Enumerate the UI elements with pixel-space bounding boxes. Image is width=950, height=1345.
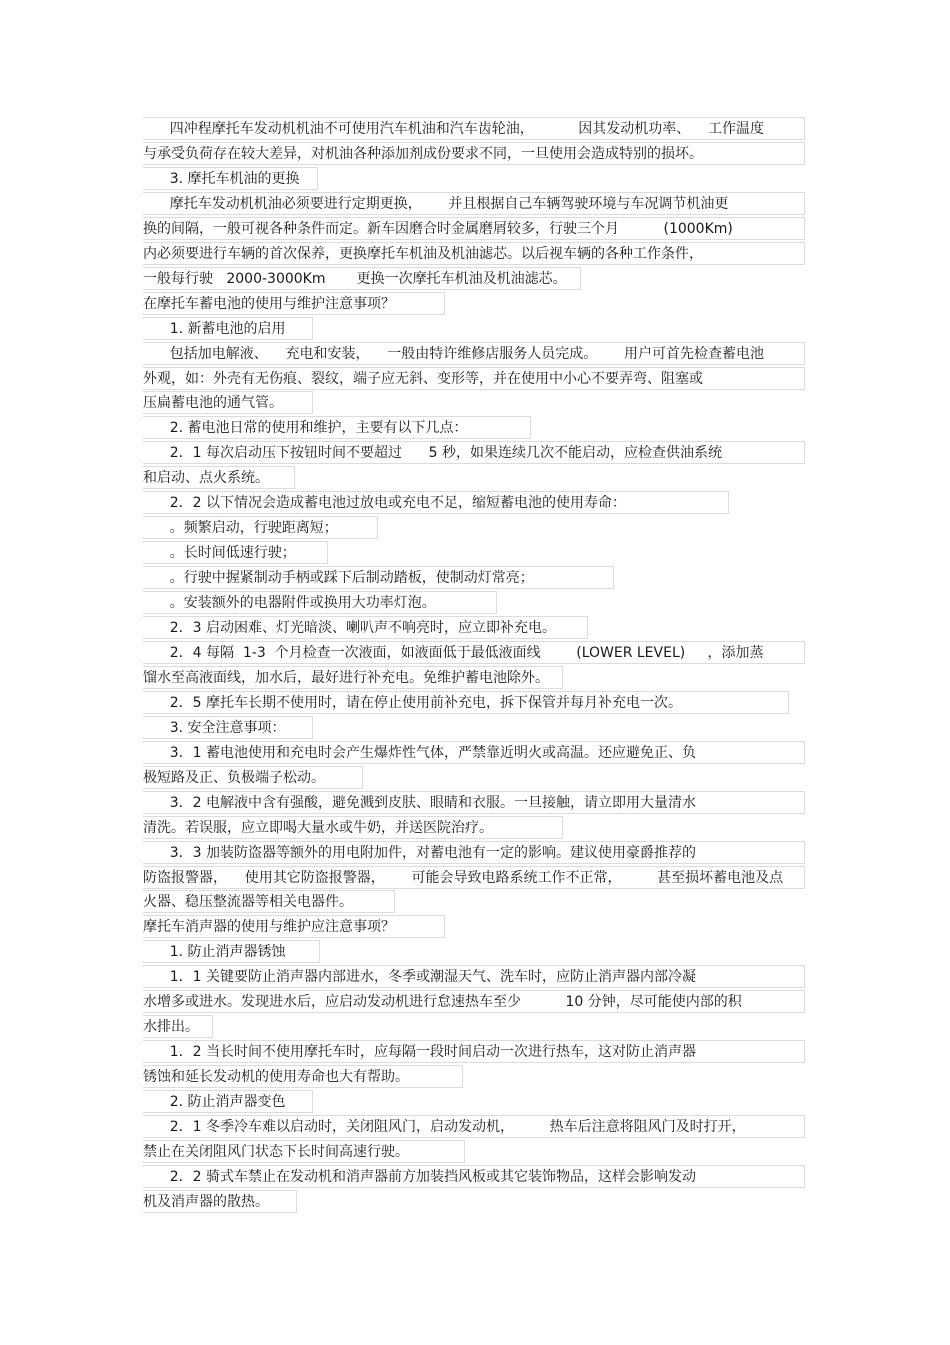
text-line: 一般每行驶 2000-3000Km 更换一次摩托车机油及机油滤芯。	[143, 267, 581, 290]
text-line: 2．4 每隔 1-3 个月检查一次液面，如液面低于最低液面线 (LOWER LEVEL) ，添加蒸	[143, 641, 805, 664]
text-line: 1．1 关键要防止消声器内部进水，冬季或潮湿天气、洗车时，应防止消声器内部冷凝	[143, 965, 805, 988]
text-line: 禁止在关闭阻风门状态下长时间高速行驶。	[143, 1140, 465, 1163]
text-line: 火器、稳压整流器等相关电器件。	[143, 890, 395, 913]
text-line: 馏水至高液面线，加水后，最好进行补充电。免维护蓄电池除外。	[143, 666, 563, 689]
text-line: 3. 安全注意事项：	[143, 716, 313, 739]
text-line: 2．1 冬季冷车难以启动时，关闭阻风门，启动发动机， 热车后注意将阻风门及时打开，	[143, 1115, 805, 1138]
text-line: 包括加电解液、 充电和安装， 一般由特许维修店服务人员完成。 用户可首先检查蓄电池	[143, 342, 805, 365]
text-line: 。长时间低速行驶；	[143, 541, 328, 564]
text-line: 四冲程摩托车发动机机油不可使用汽车机油和汽车齿轮油， 因其发动机功率、 工作温度	[143, 117, 805, 140]
text-line: 外观，如：外壳有无伤痕、裂纹，端子应无斜、变形等，并在使用中小心不要弄弯、阻塞或	[143, 367, 805, 390]
text-line: 3．1 蓄电池使用和充电时会产生爆炸性气体，严禁靠近明火或高温。还应避免正、负	[143, 741, 805, 764]
text-line: 1. 防止消声器锈蚀	[143, 940, 320, 963]
text-line: 与承受负荷存在较大差异，对机油各种添加剂成份要求不同，一旦使用会造成特别的损坏。	[143, 142, 805, 165]
text-line: 和启动、点火系统。	[143, 466, 295, 489]
text-line: 1．2 当长时间不使用摩托车时，应每隔一段时间启动一次进行热车，这对防止消声器	[143, 1040, 805, 1063]
text-line: 压扁蓄电池的通气管。	[143, 391, 313, 414]
text-line: 2．3 启动困难、灯光暗淡、喇叭声不响亮时，应立即补充电。	[143, 616, 588, 639]
text-line: 极短路及正、负极端子松动。	[143, 766, 363, 789]
text-line: 摩托车消声器的使用与维护应注意事项？	[143, 915, 445, 938]
text-line: 2. 防止消声器变色	[143, 1090, 313, 1113]
text-line: 2．2 骑式车禁止在发动机和消声器前方加装挡风板或其它装饰物品，这样会影响发动	[143, 1165, 805, 1188]
text-line: 换的间隔，一般可视各种条件而定。新车因磨合时金属磨屑较多，行驶三个月 (1000Km)	[143, 217, 805, 240]
text-line: 。频繁启动，行驶距离短；	[143, 516, 378, 539]
text-line: 1. 新蓄电池的启用	[143, 317, 313, 340]
text-line: 2．2 以下情况会造成蓄电池过放电或充电不足，缩短蓄电池的使用寿命：	[143, 491, 729, 514]
text-line: 。行驶中握紧制动手柄或踩下后制动踏板，使制动灯常亮；	[143, 566, 614, 589]
text-line: 3．2 电解液中含有强酸，避免溅到皮肤、眼睛和衣服。一旦接触，请立即用大量清水	[143, 791, 805, 814]
text-line: 清洗。若误服，应立即喝大量水或牛奶，并送医院治疗。	[143, 816, 563, 839]
text-line: 2．5 摩托车长期不使用时，请在停止使用前补充电，拆下保管并每月补充电一次。	[143, 691, 789, 714]
text-line: 在摩托车蓄电池的使用与维护注意事项？	[143, 292, 445, 315]
text-line: 机及消声器的散热。	[143, 1190, 297, 1213]
text-line: 水增多或进水。发现进水后，应启动发动机进行怠速热车至少 10 分钟，尽可能使内部的积	[143, 990, 805, 1013]
text-line: 2．1 每次启动压下按钮时间不要超过 5 秒，如果连续几次不能启动，应检查供油系统	[143, 441, 805, 464]
text-line: 摩托车发动机机油必须要进行定期更换， 并且根据自己车辆驾驶环境与车况调节机油更	[143, 192, 805, 215]
text-line: 内必须要进行车辆的首次保养，更换摩托车机油及机油滤芯。以后视车辆的各种工作条件，	[143, 242, 805, 265]
text-line: 3．3 加装防盗器等额外的用电附加件，对蓄电池有一定的影响。建议使用豪爵推荐的	[143, 841, 805, 864]
text-line: 水排出。	[143, 1015, 213, 1038]
text-line: 。安装额外的电器附件或换用大功率灯泡。	[143, 591, 497, 614]
text-line: 防盗报警器， 使用其它防盗报警器， 可能会导致电路系统工作不正常， 甚至损坏蓄电池及点	[143, 866, 805, 889]
text-line: 3. 摩托车机油的更换	[143, 167, 318, 190]
text-line: 2. 蓄电池日常的使用和维护，主要有以下几点：	[143, 416, 531, 439]
text-line: 锈蚀和延长发动机的使用寿命也大有帮助。	[143, 1065, 463, 1088]
